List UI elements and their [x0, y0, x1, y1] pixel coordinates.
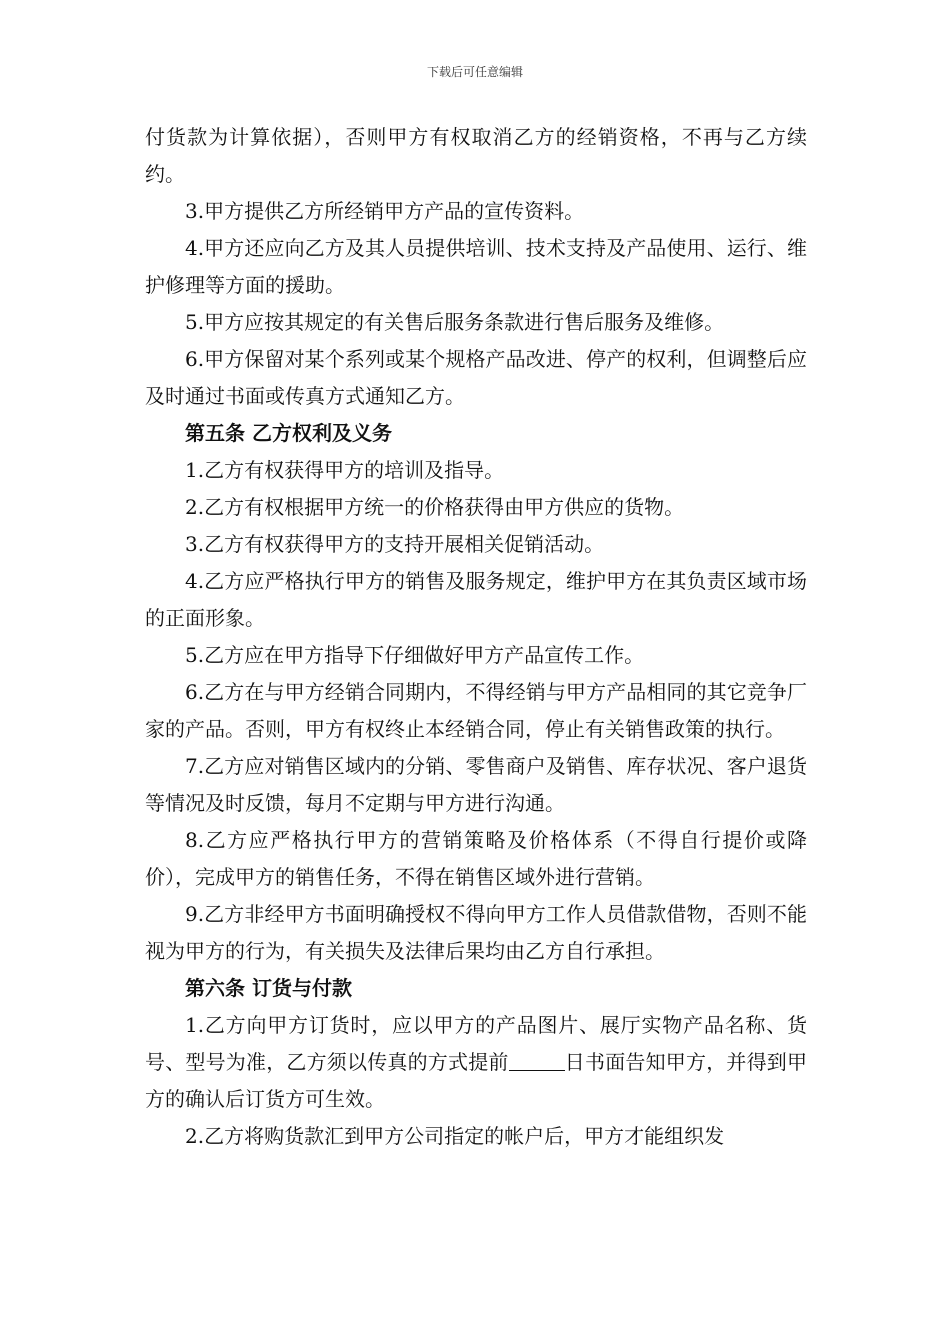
clause-text-before-blank: 1.乙方向甲方订货时，应以甲方的产品图片、展厅实物产品名称、货号、型号为准，乙方须以传真的方式提前	[145, 1013, 807, 1074]
clause-item: 9.乙方非经甲方书面明确授权不得向甲方工作人员借款借物，否则不能视为甲方的行为，有关损失及法律后果均由乙方自行承担。	[145, 902, 807, 963]
clause-item: 2.乙方将购货款汇到甲方公司指定的帐户后，甲方才能组织发	[185, 1124, 725, 1148]
clause-item: 7.乙方应对销售区域内的分销、零售商户及销售、库存状况、客户退货等情况及时反馈，每月不定期与甲方进行沟通。	[145, 754, 807, 815]
clause-item: 4.甲方还应向乙方及其人员提供培训、技术支持及产品使用、运行、维护修理等方面的援助。	[145, 236, 807, 297]
clause-item: 5.甲方应按其规定的有关售后服务条款进行售后服务及维修。	[185, 310, 725, 334]
clause-item: 8.乙方应严格执行甲方的营销策略及价格体系（不得自行提价或降价），完成甲方的销售任务，不得在销售区域外进行营销。	[145, 828, 807, 889]
document-body	[145, 119, 807, 1155]
clause-item: 3.乙方有权获得甲方的支持开展相关促销活动。	[185, 532, 605, 556]
page-header: 下载后可任意编辑	[426, 65, 523, 79]
paragraph-continuation: 付货款为计算依据），否则甲方有权取消乙方的经销资格，不再与乙方续约。	[145, 125, 807, 186]
clause-item: 6.乙方在与甲方经销合同期内，不得经销与甲方产品相同的其它竞争厂家的产品。否则，甲方有权终止本经销合同，停止有关销售政策的执行。	[145, 680, 807, 741]
clause-item-with-blank	[145, 1007, 807, 1118]
fill-in-blank	[509, 1050, 565, 1071]
clause-item: 2.乙方有权根据甲方统一的价格获得由甲方供应的货物。	[185, 495, 685, 519]
clause-item: 1.乙方有权获得甲方的培训及指导。	[185, 458, 505, 482]
clause-item: 3.甲方提供乙方所经销甲方产品的宣传资料。	[185, 199, 585, 223]
section-heading: 第六条 订货与付款	[185, 976, 352, 1000]
clause-item: 4.乙方应严格执行甲方的销售及服务规定，维护甲方在其负责区域市场的正面形象。	[145, 569, 807, 630]
clause-item: 6.甲方保留对某个系列或某个规格产品改进、停产的权利，但调整后应及时通过书面或传真方式通知乙方。	[145, 347, 807, 408]
clause-item: 5.乙方应在甲方指导下仔细做好甲方产品宣传工作。	[185, 643, 645, 667]
section-heading: 第五条 乙方权利及义务	[185, 421, 392, 445]
clause-text-after-blank: 日书面告知甲方，并得到甲方的确认后订货方可生效。	[145, 1050, 808, 1111]
